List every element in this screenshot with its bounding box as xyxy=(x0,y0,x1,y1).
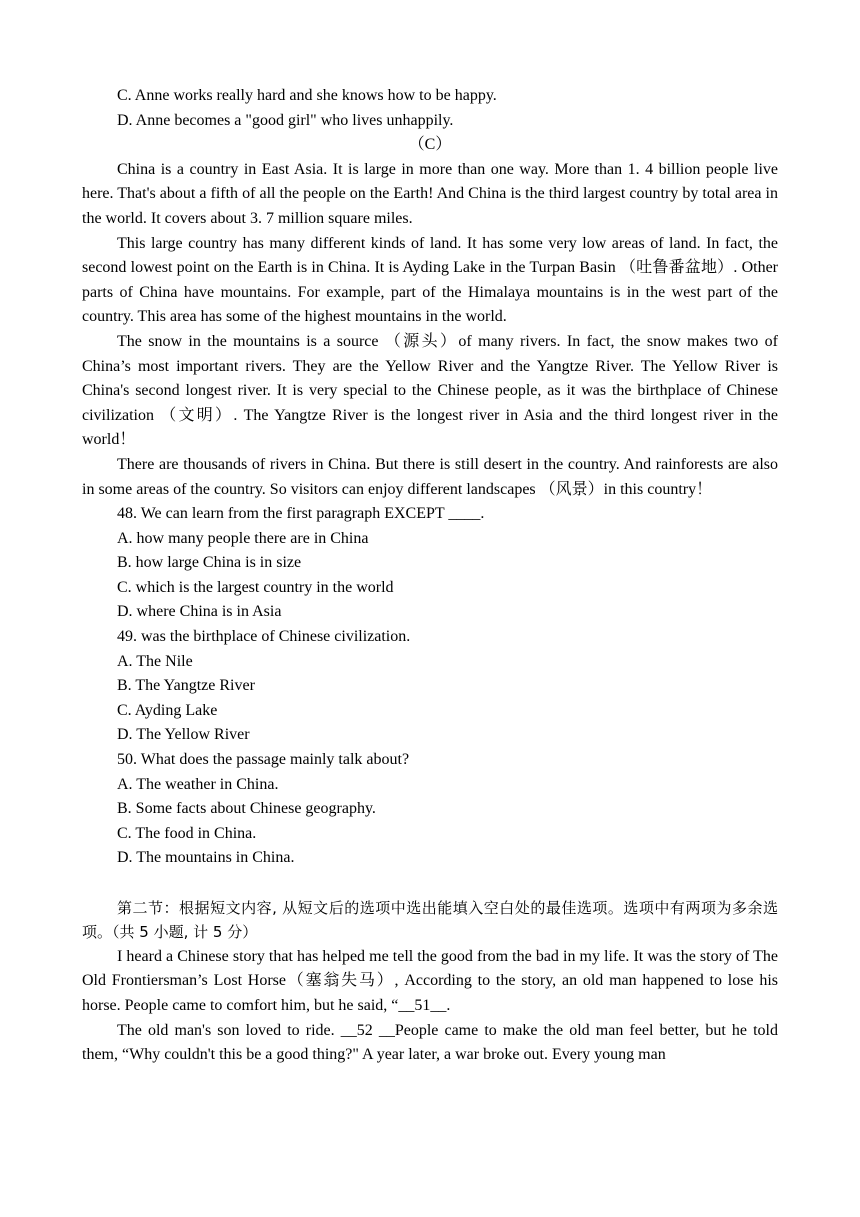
question-stem: 48. We can learn from the first paragraph EXCEPT ____. xyxy=(117,505,485,523)
option-b: B. how large China is in size xyxy=(117,554,302,572)
option-d: D. The mountains in China. xyxy=(117,849,295,867)
prev-option-d: D. Anne becomes a "good girl" who lives unhappily. xyxy=(117,111,454,129)
option-b: B. Some facts about Chinese geography. xyxy=(117,800,376,818)
question-stem: 50. What does the passage mainly talk about? xyxy=(117,751,410,769)
option-d: D. where China is in Asia xyxy=(117,603,282,621)
option-c: C. The food in China. xyxy=(117,824,257,842)
option-d: D. The Yellow River xyxy=(117,726,250,744)
option-a: A. The weather in China. xyxy=(117,775,279,793)
section2-paragraph-2: The old man's son loved to ride. __52 __People came to make the old man feel better, but he told them, “Why couldn't this be a good thing?" A year later, a war broke out. Every young man xyxy=(82,1021,778,1064)
question-48 xyxy=(82,502,778,625)
question-50 xyxy=(82,748,778,871)
option-b: B. The Yangtze River xyxy=(117,677,255,695)
section2-paragraph-1: I heard a Chinese story that has helped me tell the good from the bad in my life. It was the story of The Old Frontiersman’s Lost Horse（塞翁失马）, According to the story, an old man happened to lose his horse. People came to comfort him, but he said, “__51__. xyxy=(82,947,778,1014)
section-label: （C） xyxy=(408,136,452,154)
section2-instruction: 第二节：根据短文内容, 从短文后的选项中选出能填入空白处的最佳选项。选项中有两项为多余选项。（共 5 小题, 计 5 分） xyxy=(82,898,778,942)
passage-paragraph-1: China is a country in East Asia. It is large in more than one way. More than 1. 4 billion people live here. That's about a fifth of all the people on the Earth! And China is the third largest country by total area in the world. It covers about 3. 7 million square miles. xyxy=(82,160,778,227)
prev-option-c: C. Anne works really hard and she knows how to be happy. xyxy=(117,87,497,104)
question-49 xyxy=(82,625,778,748)
option-c: C. Ayding Lake xyxy=(117,701,218,719)
passage-paragraph-4: There are thousands of rivers in China. But there is still desert in the country. And rainforests are also in some areas of the country. So visitors can enjoy different landscapes （风景）in this country！ xyxy=(82,455,778,498)
passage-paragraph-3: The snow in the mountains is a source （源头）of many rivers. In fact, the snow makes two of China’s most important rivers. They are the Yellow River and the Yangtze River. The Yellow River is China's second longest river. It is very special to the Chinese people, as it was the birthplace of Chinese civilization （文明）. The Yangtze River is the longest river in Asia and the third longest river in the world！ xyxy=(82,332,778,449)
passage-paragraph-2: This large country has many different kinds of land. It has some very low areas of land. In fact, the second lowest point on the Earth is in China. It is Ayding Lake in the Turpan Basin （吐鲁番盆地）. Other parts of China have mountains. For example, part of the Himalaya mountains is in the west part of the country. This area has some of the highest mountains in the world. xyxy=(82,234,778,326)
option-c: C. which is the largest country in the world xyxy=(117,578,394,596)
spacer xyxy=(82,871,778,896)
option-a: A. The Nile xyxy=(117,652,193,670)
question-stem: 49. was the birthplace of Chinese civilization. xyxy=(117,628,411,646)
option-a: A. how many people there are in China xyxy=(117,529,369,547)
document-page xyxy=(82,84,778,1068)
